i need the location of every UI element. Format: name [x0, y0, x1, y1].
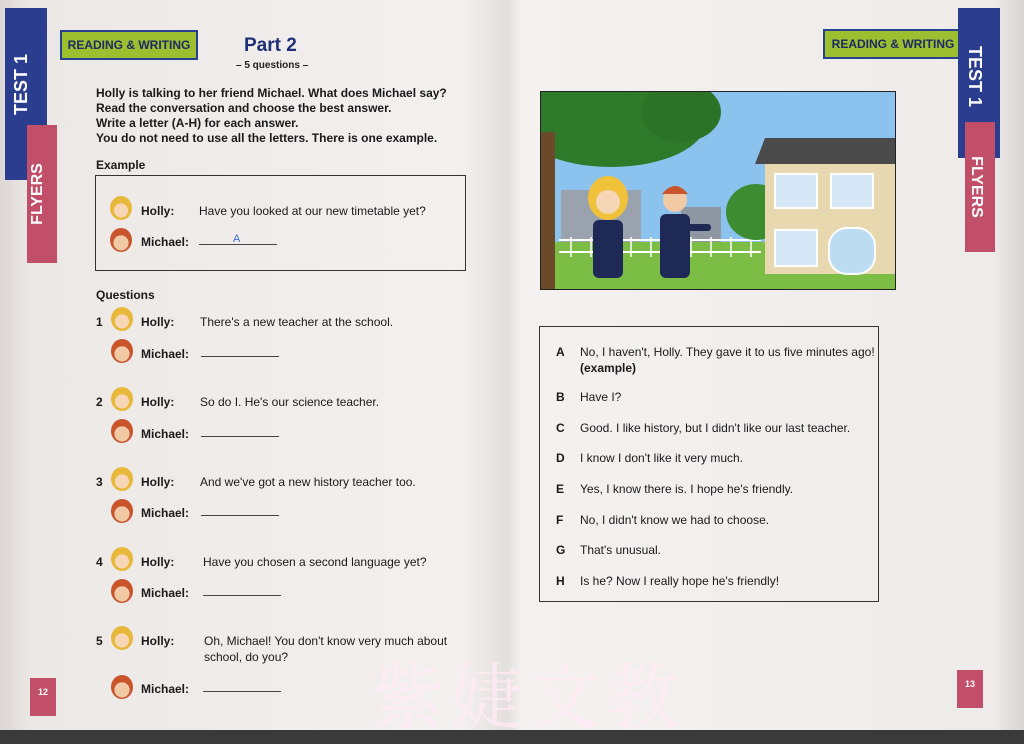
- questions-heading: Questions: [96, 288, 155, 302]
- option-text: Is he? Now I really hope he's friendly!: [580, 574, 780, 588]
- instruction-line: Holly is talking to her friend Michael. What does Michael say?: [96, 86, 447, 100]
- question-number: 1: [96, 315, 103, 329]
- michael-avatar: [111, 579, 133, 603]
- level-tab-left: [27, 125, 57, 263]
- speaker-michael: Michael:: [141, 682, 190, 696]
- speaker-michael: Michael:: [141, 586, 190, 600]
- option-text: No, I haven't, Holly. They gave it to us five minutes ago!: [580, 345, 875, 359]
- answer-blank-5[interactable]: [203, 677, 281, 692]
- example-answer: A: [233, 233, 241, 245]
- option-text: I know I don't like it very much.: [580, 451, 744, 465]
- michael-avatar: [111, 499, 133, 523]
- left-page: [0, 0, 505, 730]
- answer-blank-4[interactable]: [203, 581, 281, 596]
- holly-avatar: [110, 196, 132, 220]
- speaker-michael: Michael:: [141, 347, 190, 361]
- example-box: [95, 175, 466, 271]
- part-title: Part 2: [244, 35, 297, 56]
- michael-avatar: [111, 419, 133, 443]
- section-banner: READING & WRITING: [823, 29, 963, 59]
- holly-avatar: [111, 547, 133, 571]
- instruction-line: Read the conversation and choose the best answer.: [96, 101, 392, 115]
- page-number: 13: [957, 670, 983, 708]
- question-line: There's a new teacher at the school.: [200, 315, 394, 329]
- instructions: [96, 86, 447, 146]
- watermark: 紫婕文教: [372, 656, 685, 740]
- speaker-holly: Holly:: [141, 204, 175, 218]
- holly-michael-illustration: [540, 91, 896, 290]
- example-heading: Example: [96, 158, 146, 172]
- example-holly-line: Have you looked at our new timetable yet?: [199, 204, 426, 218]
- question-line: Have you chosen a second language yet?: [203, 555, 427, 569]
- option-letter: D: [556, 451, 565, 465]
- question-number: 3: [96, 475, 103, 489]
- speaker-holly: Holly:: [141, 315, 175, 329]
- question-line: Oh, Michael! You don't know very much about: [204, 634, 448, 648]
- michael-avatar: [111, 339, 133, 363]
- question-number: 5: [96, 634, 103, 648]
- holly-avatar: [111, 626, 133, 650]
- answer-blank-1[interactable]: [201, 342, 279, 357]
- option-letter: E: [556, 482, 565, 496]
- michael-avatar: [111, 675, 133, 699]
- holly-avatar: [111, 307, 133, 331]
- option-letter: F: [556, 513, 564, 527]
- option-letter: B: [556, 390, 565, 404]
- holly-avatar: [111, 467, 133, 491]
- speaker-michael: Michael:: [141, 506, 190, 520]
- option-example-note: (example): [580, 361, 637, 375]
- level-tab-label: FLYERS: [967, 156, 985, 218]
- question-number: 2: [96, 395, 103, 409]
- level-tab-label: FLYERS: [28, 163, 46, 225]
- question-line-continued: school, do you?: [204, 650, 289, 664]
- option-letter: C: [556, 421, 565, 435]
- question-line: And we've got a new history teacher too.: [200, 475, 416, 489]
- section-banner: READING & WRITING: [60, 30, 198, 60]
- test-tab-label: TEST 1: [965, 45, 986, 108]
- question-line: So do I. He's our science teacher.: [200, 395, 380, 409]
- page-number: 12: [30, 678, 56, 716]
- instruction-line: Write a letter (A-H) for each answer.: [96, 116, 299, 130]
- holly-avatar: [111, 387, 133, 411]
- option-letter: G: [556, 543, 566, 557]
- speaker-holly: Holly:: [141, 395, 175, 409]
- test-tab-label: TEST 1: [11, 53, 32, 116]
- option-text: That's unusual.: [580, 543, 662, 557]
- question-number: 4: [96, 555, 103, 569]
- option-letter: A: [556, 345, 565, 359]
- michael-avatar: [110, 228, 132, 252]
- instruction-line: You do not need to use all the letters. There is one example.: [96, 131, 438, 145]
- option-text: Have I?: [580, 390, 622, 404]
- speaker-holly: Holly:: [141, 555, 175, 569]
- option-text: No, I didn't know we had to choose.: [580, 513, 770, 527]
- speaker-michael: Michael:: [141, 235, 190, 249]
- option-text: Good. I like history, but I didn't like our last teacher.: [580, 421, 851, 435]
- illustration-art: [541, 92, 895, 289]
- option-text: Yes, I know there is. I hope he's friendly.: [580, 482, 794, 496]
- speaker-holly: Holly:: [141, 475, 175, 489]
- speaker-holly: Holly:: [141, 634, 175, 648]
- level-tab-right: [965, 122, 995, 252]
- answer-blank-3[interactable]: [201, 501, 279, 516]
- option-letter: H: [556, 574, 565, 588]
- speaker-michael: Michael:: [141, 427, 190, 441]
- part-subtitle: – 5 questions –: [236, 60, 309, 71]
- answer-blank-2[interactable]: [201, 422, 279, 437]
